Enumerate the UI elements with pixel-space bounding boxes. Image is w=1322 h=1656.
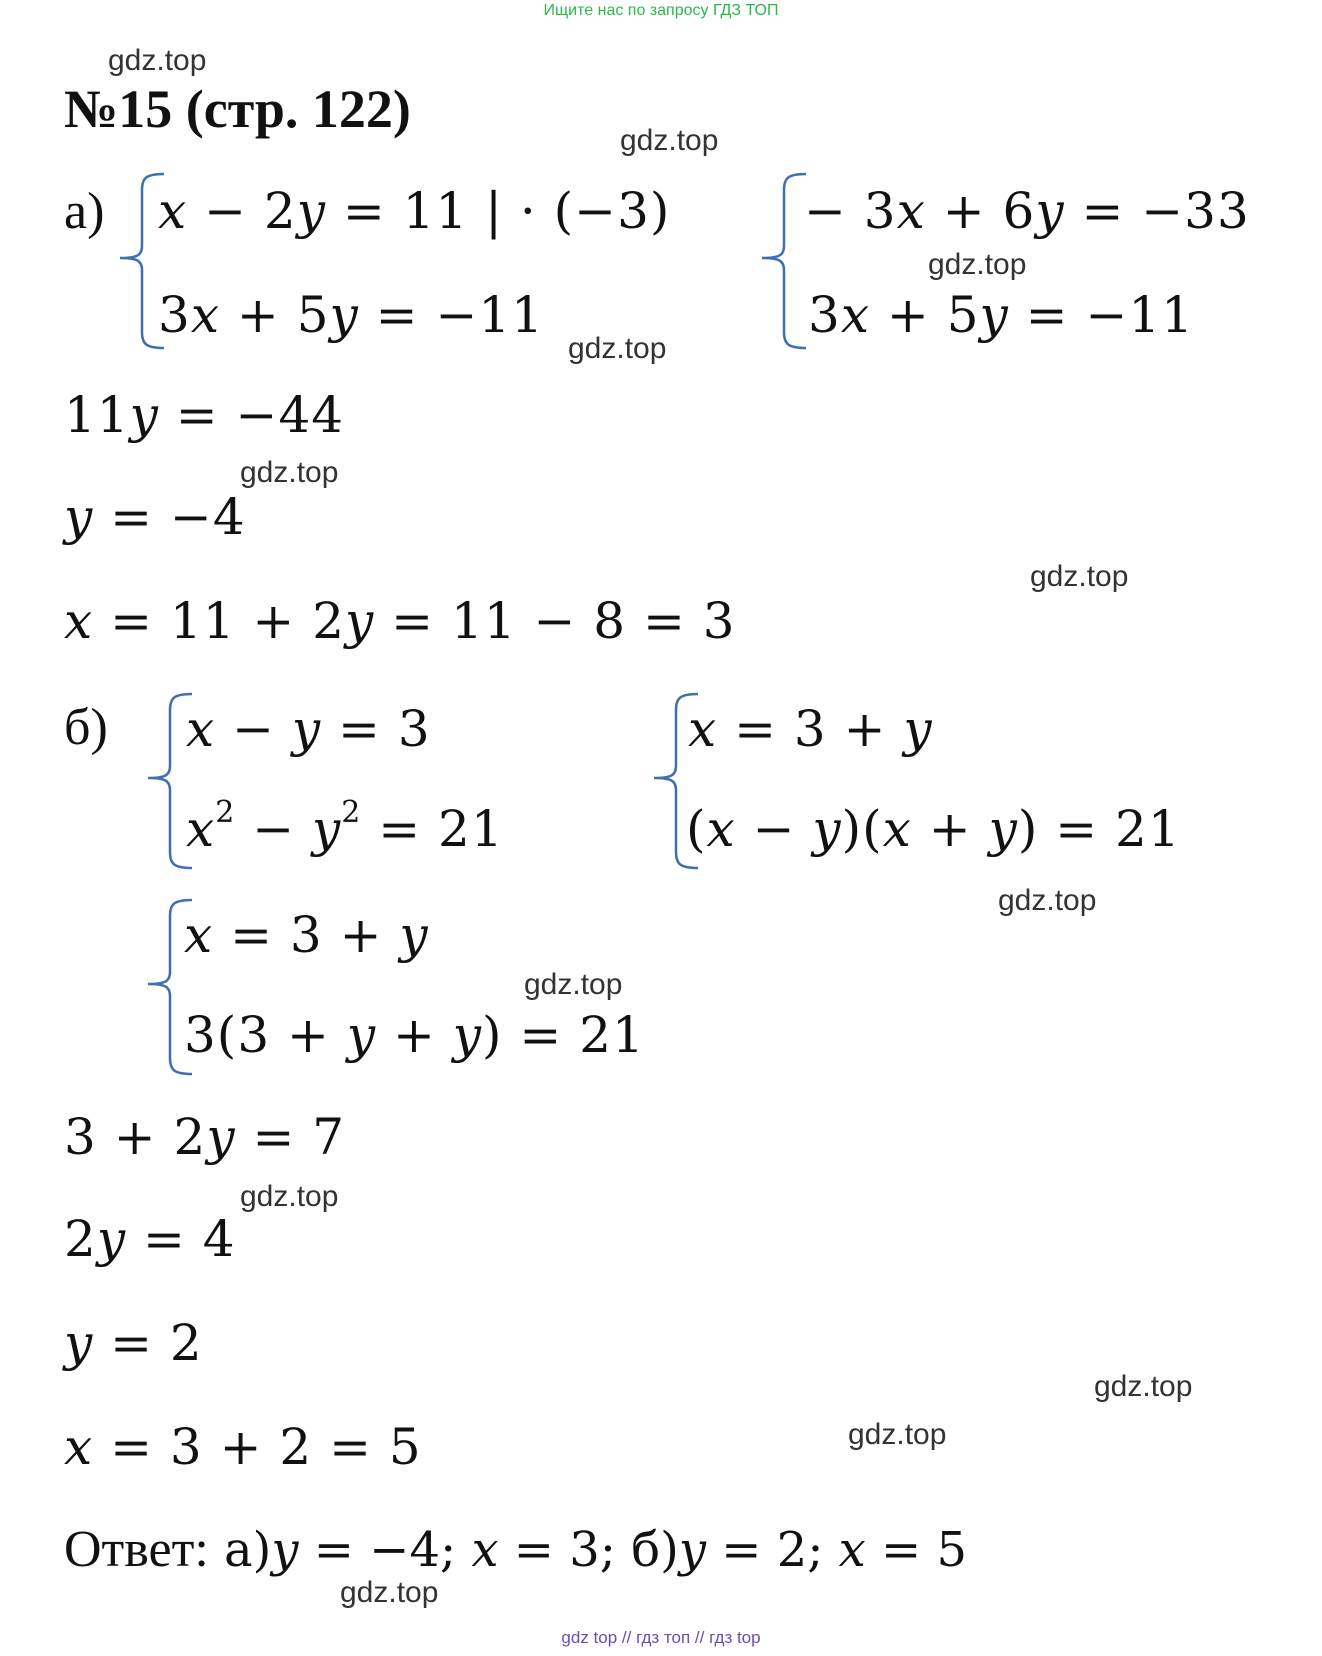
watermark: gdz.top [848,1418,947,1451]
watermark: gdz.top [620,124,719,157]
part-a-label: а) [64,183,105,240]
watermark: gdz.top [108,44,207,77]
equation: − 3x + 6y = −33 [804,182,1250,240]
footer-links[interactable]: gdz top // гдз топ // гдз top [561,1628,761,1647]
watermark: gdz.top [524,968,623,1001]
watermark: gdz.top [240,1180,339,1213]
watermark: gdz.top [998,884,1097,917]
answer-label: Ответ: [64,1521,209,1578]
answer-line: Ответ: а)y = −4; x = 3; б)y = 2; x = 5 [64,1521,968,1578]
watermark: gdz.top [240,456,339,489]
equation: $x^2 - y^2 = 21$ [186,795,504,858]
equation: (x − y)(x + y) = 21 [686,800,1181,858]
watermark: gdz.top [1094,1370,1193,1403]
equation: 3(3 + y + y) = 21 [184,1006,645,1064]
equation: 3x + 5y = −11 [808,286,1194,344]
equation: x = 3 + y [184,906,429,964]
part-b-label: б) [64,699,108,756]
equation: y = −4 [64,488,246,546]
equation: x − y = 3 [186,700,431,758]
equation: x = 3 + 2 = 5 [64,1418,422,1476]
equation: 2y = 4 [64,1210,236,1268]
equation: x = 11 + 2y = 11 − 8 = 3 [64,592,736,650]
equation: y = 2 [64,1314,203,1372]
equation: 3x + 5y = −11 [158,286,544,344]
equation: x − 2y = 11 | · (−3) [158,182,671,240]
watermark: gdz.top [340,1576,439,1609]
system-brace [758,172,808,350]
equation: x = 3 + y [688,700,933,758]
top-banner[interactable]: Ищите нас по запросу ГДЗ ТОП [543,2,779,19]
problem-title: №15 (стр. 122) [64,79,411,139]
equation: 11y = −44 [64,386,345,444]
equation: 3 + 2y = 7 [64,1108,346,1166]
watermark: gdz.top [1030,560,1129,593]
watermark: gdz.top [928,248,1027,281]
watermark: gdz.top [568,332,667,365]
